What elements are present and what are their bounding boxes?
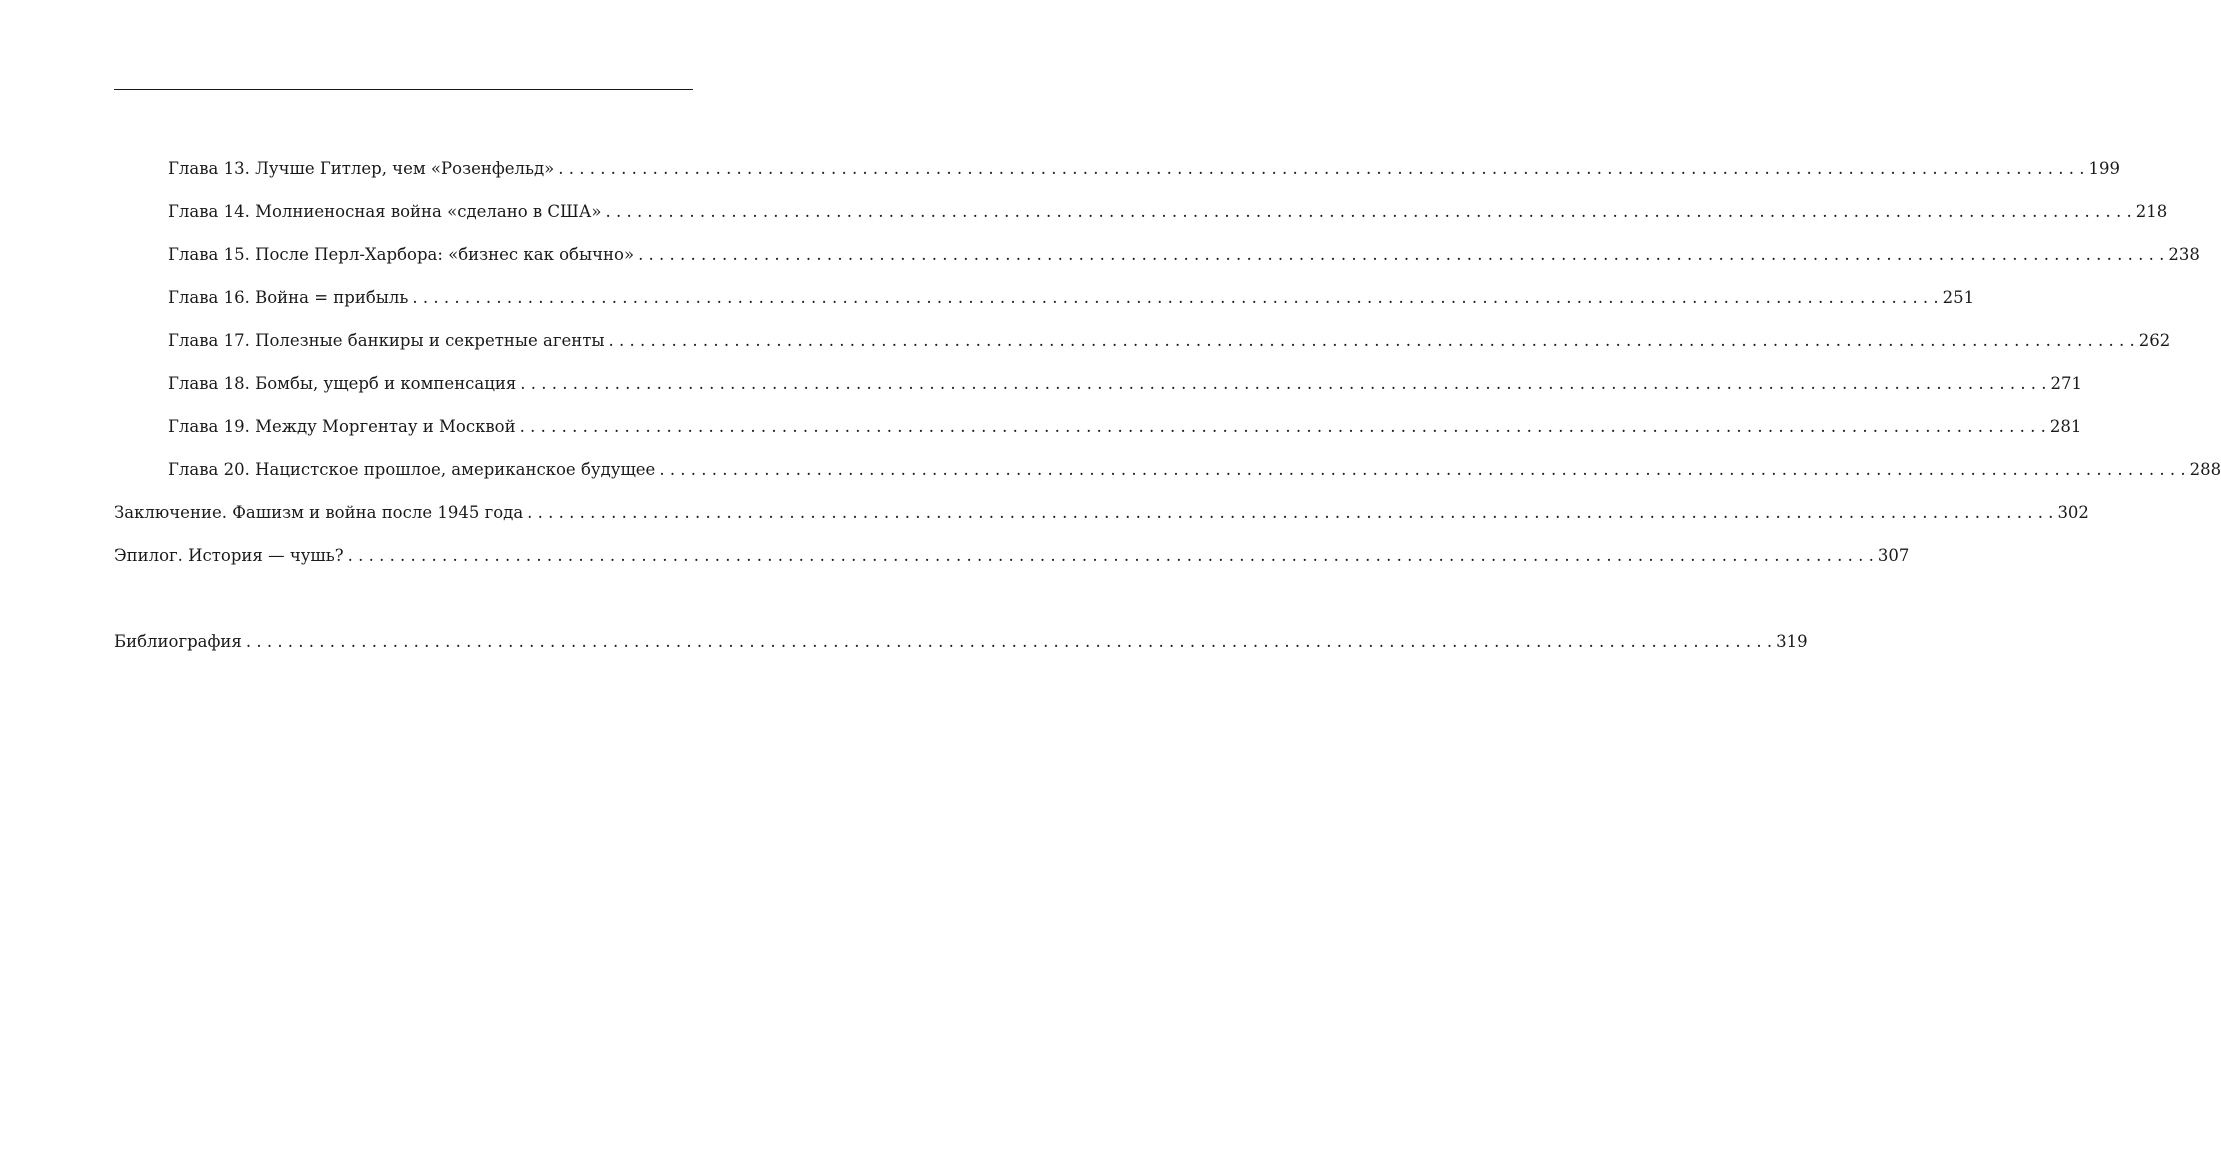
toc-entry-epilogue bbox=[114, 542, 1910, 585]
toc-entry-chapter-13 bbox=[114, 155, 2120, 198]
toc-entry-chapter-16 bbox=[114, 284, 1975, 327]
toc-entry-title: Глава 16. Война = прибыль bbox=[168, 288, 409, 307]
dot-leader bbox=[605, 198, 2131, 226]
toc-entry-chapter-18 bbox=[114, 370, 2083, 413]
dot-leader bbox=[520, 370, 2046, 398]
toc-entry-page: 319 bbox=[1776, 632, 1808, 651]
toc-entry-page: 302 bbox=[2057, 503, 2089, 522]
toc-entry-chapter-14 bbox=[114, 198, 2168, 241]
toc-entry-page: 288 bbox=[2189, 460, 2221, 479]
toc-entry-title: Библиография bbox=[114, 632, 242, 651]
section-gap bbox=[114, 585, 693, 628]
toc-entry-chapter-20 bbox=[114, 456, 2221, 499]
toc-entry-bibliography bbox=[114, 628, 1808, 671]
toc-entry-page: 307 bbox=[1877, 546, 1910, 565]
dot-leader bbox=[527, 499, 2053, 527]
toc-entry-conclusion bbox=[114, 499, 2089, 542]
dot-leader bbox=[246, 628, 1772, 656]
toc-entry-chapter-17 bbox=[114, 327, 2171, 370]
toc-entry-title: Глава 14. Молниеносная война «сделано в США» bbox=[168, 202, 602, 221]
dot-leader bbox=[609, 327, 2135, 355]
header-rule bbox=[114, 89, 693, 90]
toc-entry-page: 281 bbox=[2049, 417, 2082, 436]
toc-entry-page: 262 bbox=[2138, 331, 2171, 350]
toc-entry-title: Глава 19. Между Моргентау и Москвой bbox=[168, 417, 516, 436]
toc-entry-page: 199 bbox=[2088, 159, 2120, 178]
dot-leader bbox=[659, 456, 2185, 484]
toc-entry-title: Глава 13. Лучше Гитлер, чем «Розенфельд» bbox=[168, 159, 555, 178]
toc-entry-title: Глава 18. Бомбы, ущерб и компенсация bbox=[168, 374, 517, 393]
toc-entry-chapter-15 bbox=[114, 241, 2200, 284]
toc-entry-page: 271 bbox=[2050, 374, 2083, 393]
toc-entry-page: 238 bbox=[2168, 245, 2200, 264]
toc-entry-title: Глава 20. Нацистское прошлое, американское будущее bbox=[168, 460, 656, 479]
dot-leader bbox=[558, 155, 2084, 183]
dot-leader bbox=[412, 284, 1938, 312]
toc-entry-title: Глава 15. После Перл-Харбора: «бизнес как обычно» bbox=[168, 245, 635, 264]
dot-leader bbox=[348, 542, 1874, 570]
dot-leader bbox=[638, 241, 2164, 269]
toc-entry-title: Глава 17. Полезные банкиры и секретные агенты bbox=[168, 331, 605, 350]
toc-entry-chapter-19 bbox=[114, 413, 2082, 456]
toc-entry-page: 251 bbox=[1942, 288, 1975, 307]
toc-entry-title: Заключение. Фашизм и война после 1945 года bbox=[114, 503, 524, 522]
toc-entry-title: Эпилог. История — чушь? bbox=[114, 546, 344, 565]
toc-entry-page: 218 bbox=[2135, 202, 2168, 221]
dot-leader bbox=[520, 413, 2046, 441]
table-of-contents bbox=[114, 155, 2221, 671]
